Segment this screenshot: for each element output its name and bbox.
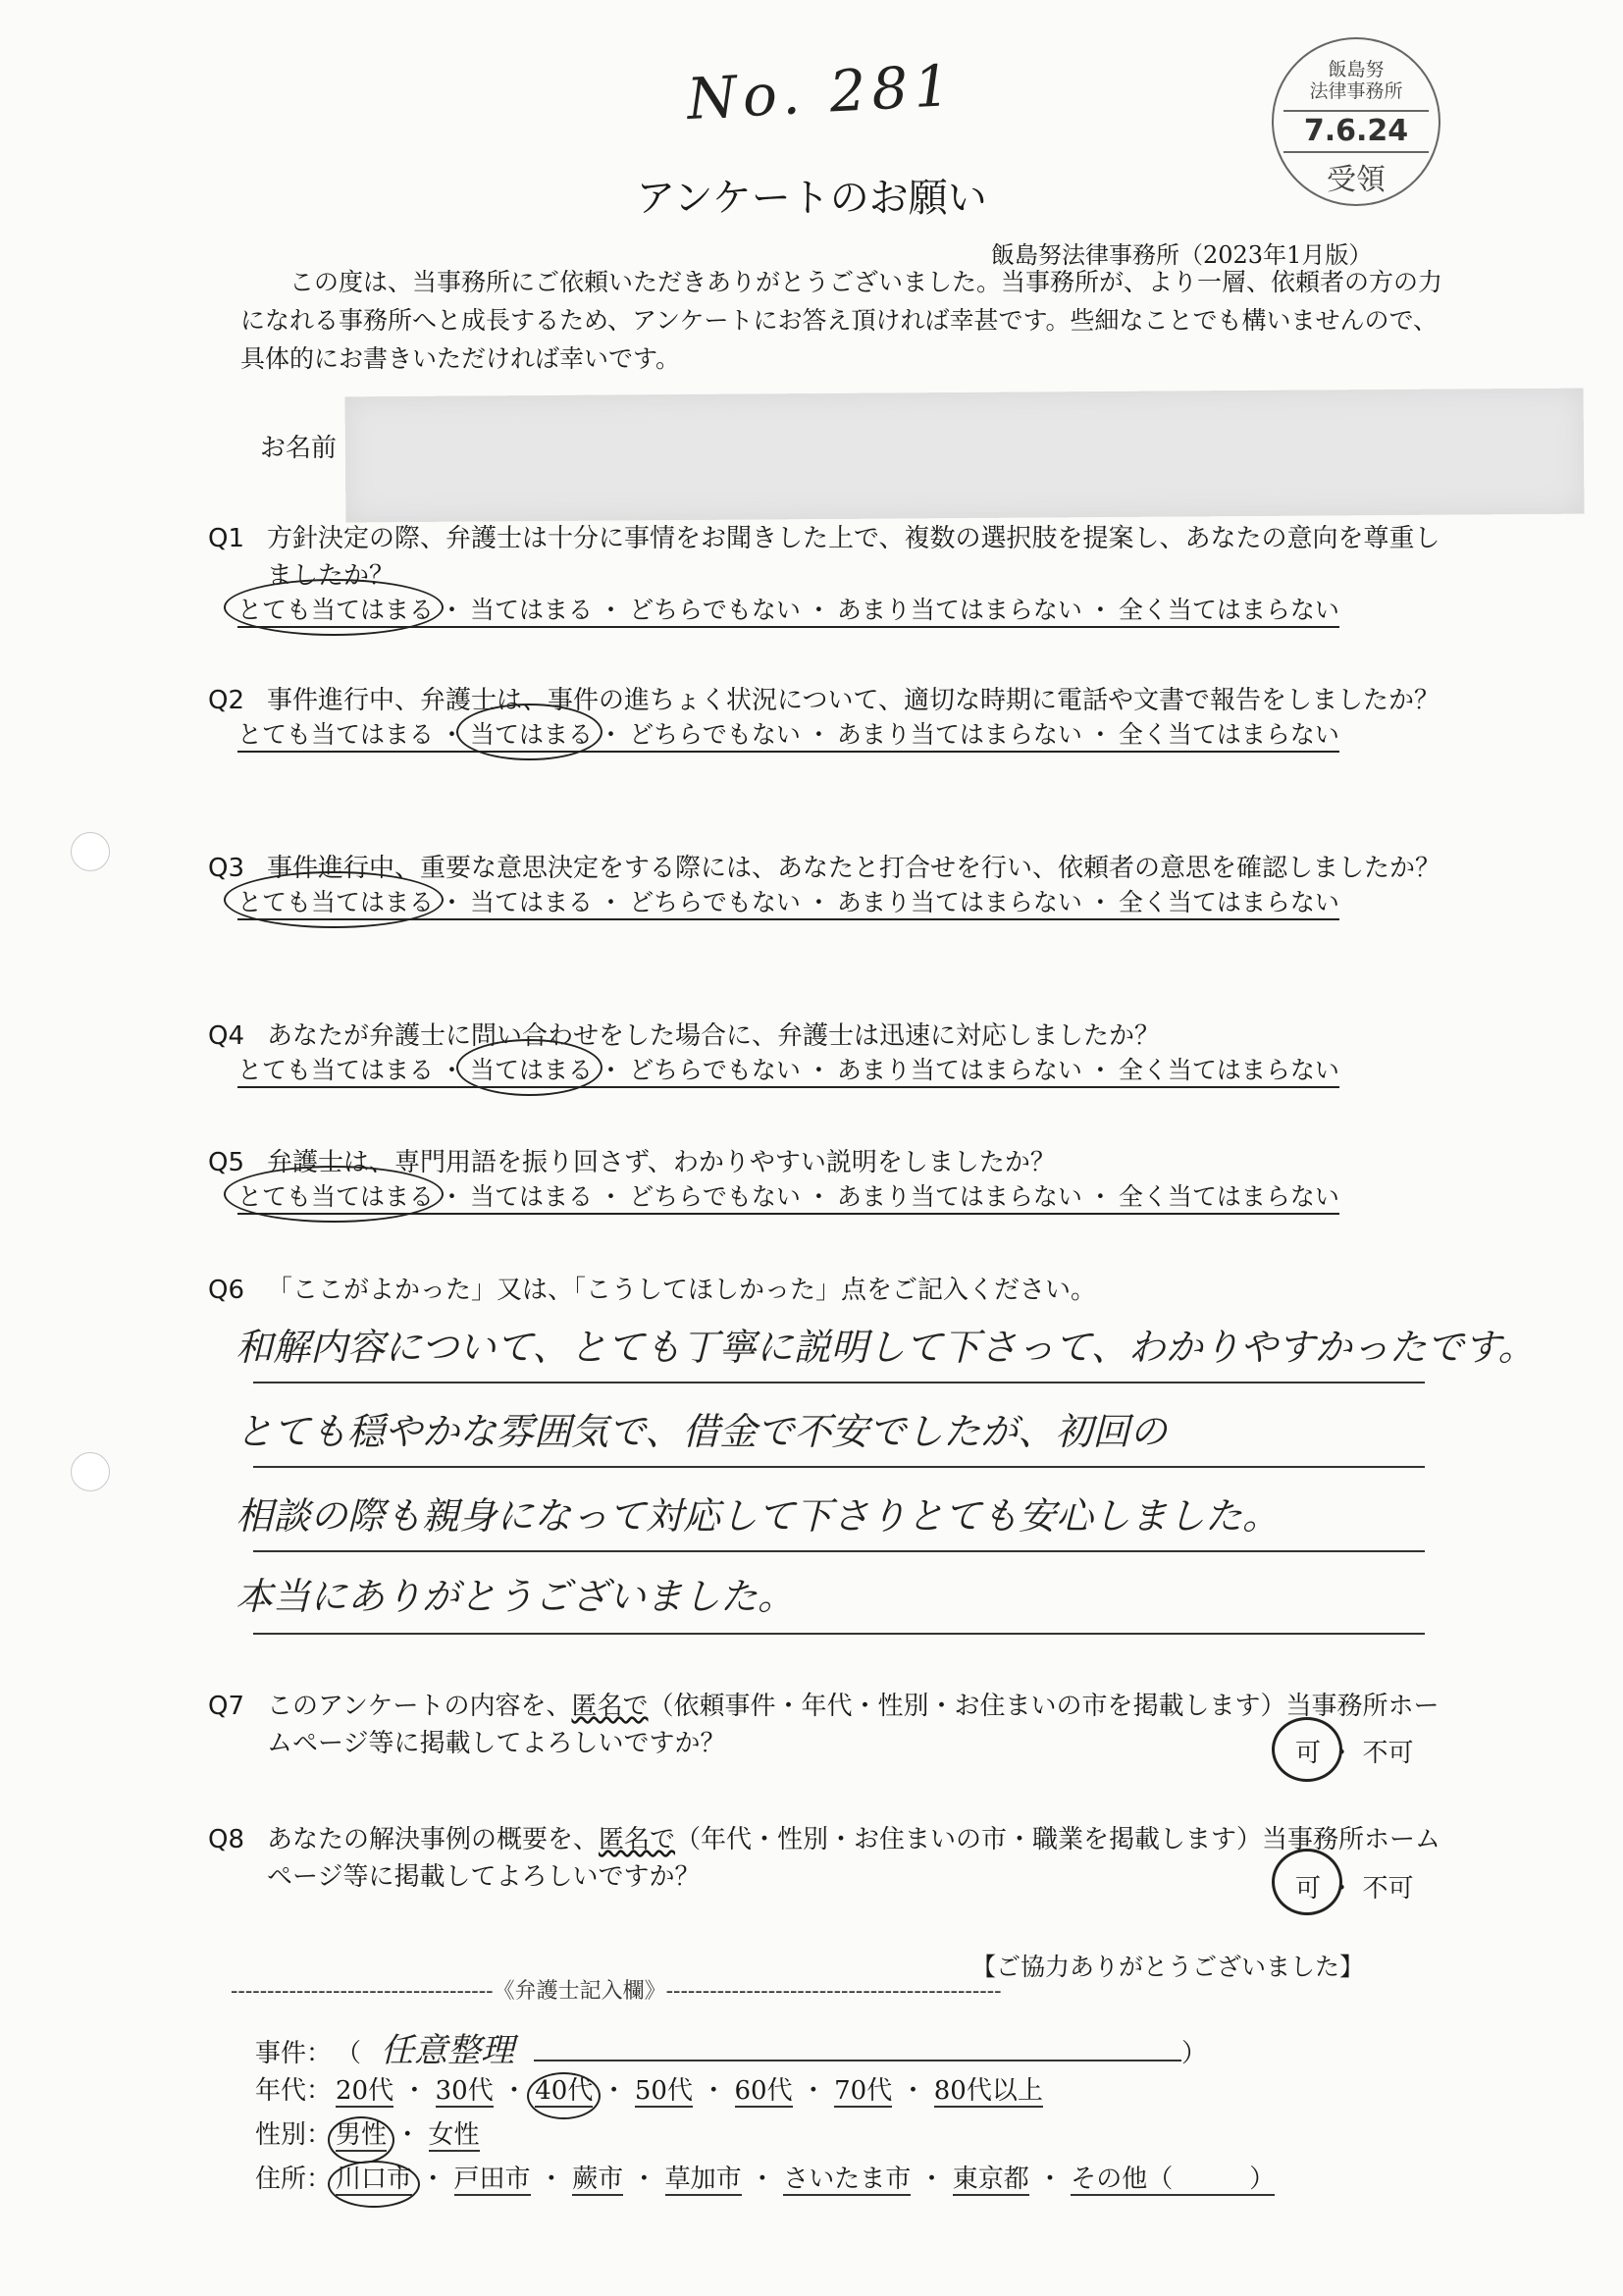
question-number: Q1 [208, 524, 245, 553]
case-value: 任意整理 [381, 2031, 515, 2070]
document-issuer: 飯島努法律事務所（2023年1月版） [991, 241, 1373, 269]
answer-options [237, 1055, 1444, 1088]
question-q8 [208, 1821, 1444, 1896]
handwritten-answer-line-4: 本当にありがとうございました。 [236, 1575, 796, 1618]
option-separator: ・ [801, 887, 837, 920]
answer-option: あまり当てはまらない [837, 1055, 1082, 1088]
question-text: あなたが弁護士に問い合わせをした場合に、弁護士は迅速に対応しましたか？ [267, 1021, 1161, 1051]
lawyer-section-header [231, 1974, 1408, 2005]
option-separator: ・ [1082, 595, 1119, 628]
list-separator: ・ [892, 2076, 934, 2106]
question-text-before: あなたの解決事例の概要を、 [267, 1825, 600, 1854]
punch-hole-bottom [71, 1452, 110, 1491]
question-number: Q3 [208, 854, 245, 883]
list-separator: ・ [792, 2076, 835, 2106]
stamp-firm-name: 飯島努 法律事務所 [1309, 59, 1403, 102]
option-separator: ・ [1082, 1181, 1119, 1215]
option-separator: ・ [1082, 1055, 1119, 1088]
question-q6 [208, 1272, 1444, 1309]
answer-rule-4 [253, 1633, 1425, 1635]
option-separator: ・ [434, 887, 470, 920]
answer-option: どちらでもない [629, 1181, 801, 1215]
selection-circle-q8 [1272, 1849, 1342, 1915]
answer-rule-1 [253, 1382, 1425, 1383]
answer-option: どちらでもない [629, 887, 801, 920]
deny-option: 不可 [1362, 1739, 1414, 1768]
question-number: Q4 [208, 1021, 245, 1051]
question-text: 事件進行中、弁護士は、事件の進ちょく状況について、適切な時期に電話や文書で報告をしましたか？ [267, 686, 1440, 715]
lawyer-case-row [255, 2023, 1207, 2071]
option-separator: ・ [1082, 719, 1119, 753]
handwritten-answer-line-2: とても穏やかな雰囲気で、借金で不安でしたが、初回の [236, 1410, 1168, 1453]
permit-option: 可 [1295, 1874, 1322, 1904]
answer-option: 当てはまる [470, 1181, 593, 1215]
divider-right: ---------------------------------------------- [665, 1979, 1002, 2004]
list-separator: ・ [412, 2165, 454, 2194]
stamp-received: 受領 [1327, 163, 1386, 197]
document-number: No. 281 [685, 51, 958, 133]
answer-option: 当てはまる [470, 595, 593, 628]
list-item: 蕨市 [572, 2165, 624, 2194]
list-separator: ・ [692, 2076, 735, 2106]
selection-circle [224, 579, 444, 636]
list-separator: ・ [1028, 2165, 1072, 2194]
intro-paragraph: この度は、当事務所にご依頼いただきありがとうございました。当事務所が、より一層、依頼者の方の力になれる事務所へと成長するため、アンケートにお答え頂ければ幸甚です。些細なことでも構いませんので、具体的にお書きいただければ幸いです。 [240, 268, 1443, 373]
lawyer-address-row [255, 2159, 1275, 2195]
question-text: 弁護士は、専門用語を振り回さず、わかりやすい説明をしましたか？ [267, 1148, 1056, 1177]
selection-circle [328, 2116, 394, 2164]
q8-permission: 可 ・ 不可 [1295, 1874, 1414, 1904]
answer-option: 全く当てはまらない [1119, 887, 1339, 920]
option-separator: ・ [1082, 887, 1119, 920]
selection-circle [224, 871, 444, 928]
question-q3 [208, 850, 1444, 920]
selection-circle [456, 1039, 602, 1096]
selection-circle [456, 704, 602, 760]
name-label: お名前 [260, 434, 338, 463]
answer-option: どちらでもない [629, 1055, 801, 1088]
question-text [267, 1688, 1444, 1762]
question-number: Q8 [208, 1825, 245, 1854]
answer-option: とても当てはまる [237, 887, 434, 920]
option-separator: ・ [434, 1181, 470, 1215]
option-separator: ・ [801, 719, 837, 753]
question-text: 「ここがよかった」又は、「こうしてほしかった」点をご記入ください。 [267, 1276, 1097, 1305]
answer-option: 全く当てはまらない [1119, 1181, 1339, 1215]
list-item: 70代 [834, 2076, 893, 2106]
answer-options [237, 719, 1444, 753]
question-text-after: （依頼事件・年代・性別・お住まいの市を掲載します）当事務所ホームページ等に掲載してよろしいですか？ [267, 1692, 1440, 1758]
lawyer-age-row [255, 2070, 1043, 2107]
option-separator: ・ [434, 1055, 470, 1088]
answer-option: どちらでもない [629, 719, 801, 753]
name-redaction [345, 389, 1585, 523]
case-label: 事件： [255, 2039, 333, 2068]
list-separator: ・ [911, 2165, 953, 2194]
handwritten-answer-line-1: 和解内容について、とても丁寧に説明して下さって、わかりやすかったです。 [236, 1326, 1536, 1369]
answer-rule-2 [253, 1466, 1425, 1468]
option-separator: ・ [801, 1055, 837, 1088]
option-separator: ・ [434, 719, 470, 753]
answer-rule-3 [253, 1550, 1425, 1552]
thanks-note: 【ご協力ありがとうございました】 [971, 1953, 1365, 1981]
answer-option: 当てはまる [470, 1055, 593, 1088]
list-item: 男性 [336, 2120, 387, 2152]
answer-option: 当てはまる [470, 887, 593, 920]
answer-option: とても当てはまる [237, 1181, 434, 1215]
list-item: 東京都 [952, 2165, 1029, 2194]
option-separator: ・ [434, 595, 470, 628]
age-label: 年代： [255, 2076, 333, 2106]
answer-option: あまり当てはまらない [837, 887, 1082, 920]
option-separator: ・ [593, 887, 629, 920]
punch-hole-top [71, 832, 110, 871]
question-number: Q6 [208, 1276, 245, 1305]
option-separator: ・ [593, 595, 629, 628]
lawyer-sex-row [255, 2114, 480, 2151]
answer-option: あまり当てはまらない [837, 595, 1082, 628]
question-text-before: このアンケートの内容を、 [267, 1692, 572, 1721]
case-blank [534, 2060, 1181, 2061]
list-separator: ・ [393, 2076, 436, 2106]
list-item: 草加市 [664, 2165, 742, 2194]
list-item: 女性 [428, 2120, 480, 2150]
q7-permission: 可 ・ 不可 [1295, 1739, 1414, 1768]
question-q7 [208, 1688, 1444, 1762]
list-separator: ・ [623, 2165, 665, 2194]
option-separator: ・ [593, 1181, 629, 1215]
answer-option: 全く当てはまらない [1119, 719, 1339, 753]
answer-option: 全く当てはまらない [1119, 1055, 1339, 1088]
selection-circle [527, 2072, 601, 2119]
selection-circle [328, 2161, 420, 2208]
question-q4 [208, 1018, 1444, 1088]
permit-option: 可 [1295, 1739, 1322, 1768]
answer-option: あまり当てはまらない [837, 719, 1082, 753]
selection-circle [224, 1166, 444, 1223]
list-separator: ・ [530, 2165, 573, 2194]
question-text: 方針決定の際、弁護士は十分に事情をお聞きした上で、複数の選択肢を提案し、あなたの意向を尊重しましたか？ [267, 524, 1440, 591]
answer-option: とても当てはまる [237, 719, 434, 753]
sex-label: 性別： [255, 2120, 333, 2150]
question-number: Q7 [208, 1692, 245, 1721]
answer-option: どちらでもない [629, 595, 801, 628]
question-number: Q5 [208, 1148, 245, 1177]
answer-option: あまり当てはまらない [837, 1181, 1082, 1215]
list-item: 40代 [535, 2076, 593, 2108]
anonymous-emphasis: 匿名で [599, 1825, 676, 1854]
question-q5 [208, 1144, 1444, 1215]
list-separator: ・ [387, 2120, 429, 2150]
list-item: 30代 [435, 2076, 494, 2106]
list-item: 60代 [734, 2076, 793, 2106]
answer-options [237, 1181, 1444, 1215]
age-options [336, 2076, 1043, 2108]
question-text [267, 1821, 1444, 1896]
question-text: 事件進行中、重要な意思決定をする際には、あなたと打合せを行い、依頼者の意思を確認しましたか？ [267, 854, 1441, 883]
option-separator: ・ [593, 719, 629, 753]
option-separator: ・ [801, 1181, 837, 1215]
case-close-paren: ） [1181, 2039, 1208, 2068]
list-item: 川口市 [336, 2165, 412, 2196]
list-item: 80代以上 [933, 2076, 1043, 2106]
answer-options [237, 887, 1444, 920]
answer-option: とても当てはまる [237, 595, 434, 628]
answer-options [237, 595, 1444, 628]
address-options [336, 2165, 1275, 2196]
handwritten-answer-line-3: 相談の際も親身になって対応して下さりとても安心しました。 [236, 1494, 1281, 1538]
anonymous-emphasis: 匿名で [571, 1692, 649, 1721]
answer-option: とても当てはまる [237, 1055, 434, 1088]
list-separator: ・ [493, 2076, 536, 2106]
address-label: 住所： [255, 2165, 333, 2194]
list-item: 20代 [336, 2076, 394, 2106]
list-separator: ・ [593, 2076, 635, 2106]
list-item: さいたま市 [783, 2165, 912, 2194]
option-separator: ・ [801, 595, 837, 628]
sex-options [336, 2120, 480, 2152]
lawyer-section-title: 《弁護士記入欄》 [493, 1979, 666, 2004]
list-separator: ・ [741, 2165, 784, 2194]
option-separator: ・ [593, 1055, 629, 1088]
deny-option: 不可 [1362, 1874, 1414, 1904]
list-item: その他（ ） [1071, 2165, 1276, 2194]
case-open-paren: （ [336, 2039, 362, 2068]
question-q2 [208, 682, 1444, 753]
answer-option: 当てはまる [470, 719, 593, 753]
list-item: 戸田市 [453, 2165, 531, 2194]
question-q1 [208, 520, 1444, 628]
selection-circle-q7 [1272, 1717, 1342, 1782]
question-number: Q2 [208, 686, 245, 715]
answer-option: 全く当てはまらない [1119, 595, 1339, 628]
document-title: アンケートのお願い [636, 176, 987, 221]
stamp-date: 7.6.24 [1283, 110, 1429, 153]
list-item: 50代 [634, 2076, 693, 2106]
divider-left: ------------------------------------ [231, 1979, 494, 2004]
question-text-after: （年代・性別・お住まいの市・職業を掲載します）当事務所ホームページ等に掲載してよろしいですか？ [267, 1825, 1441, 1892]
